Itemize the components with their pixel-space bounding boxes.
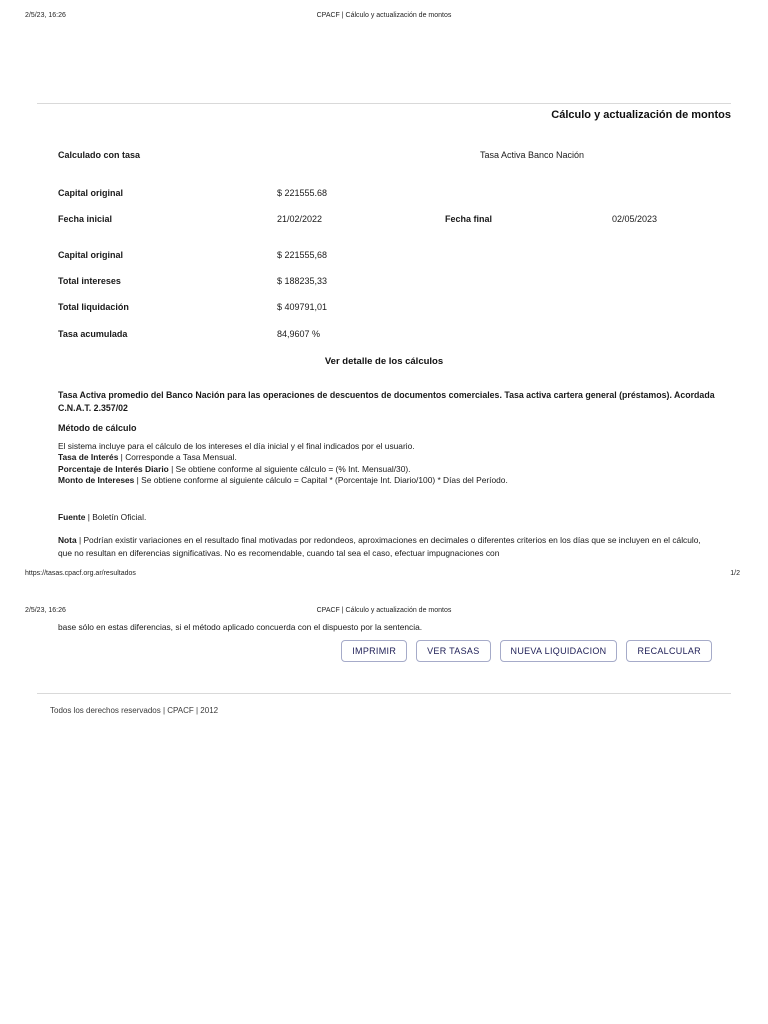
fecha-final-label: Fecha final xyxy=(445,214,493,224)
print-header-doc-title: CPACF | Cálculo y actualización de montos xyxy=(316,12,452,19)
metodo-term: Monto de Intereses xyxy=(58,475,135,486)
metodo-line xyxy=(58,475,508,486)
result-total-liquidacion-label: Total liquidación xyxy=(58,302,129,312)
result-capital-original-value: $ 221555,68 xyxy=(277,250,328,260)
capital-original-value: $ 221555.68 xyxy=(277,188,328,198)
nueva-liquidacion-button[interactable]: NUEVA LIQUIDACION xyxy=(500,640,618,662)
page-title: Cálculo y actualización de montos xyxy=(551,109,731,121)
metodo-de-calculo-heading: Método de cálculo xyxy=(58,423,137,433)
result-capital-original-label: Capital original xyxy=(58,250,124,260)
result-total-intereses-value: $ 188235,33 xyxy=(277,276,328,286)
metodo-term: Porcentaje de Interés Diario xyxy=(58,463,169,474)
action-buttons xyxy=(341,640,712,662)
fuente-rest: | Boletín Oficial. xyxy=(85,512,147,522)
fuente-term: Fuente xyxy=(58,512,86,522)
fecha-inicial-value: 21/02/2022 xyxy=(277,214,323,224)
nota-continuation-text: base sólo en estas diferencias, si el método aplicado concuerda con el dispuesto por la sentencia. xyxy=(58,622,423,632)
fecha-inicial-label: Fecha inicial xyxy=(58,214,113,224)
metodo-line xyxy=(58,452,508,463)
horizontal-rule-footer xyxy=(37,693,731,694)
result-total-liquidacion-value: $ 409791,01 xyxy=(277,302,328,312)
metodo-rest: | Se obtiene conforme al siguiente cálculo = (% Int. Mensual/30). xyxy=(168,463,411,474)
print-header-datetime: 2/5/23, 16:26 xyxy=(25,12,66,19)
nota-rest: | Podrían existir variaciones en el resultado final motivadas por redondeos, aproximaciones en decimales o diferentes criterios en los días que se incluyen en el cálculo, que no resultan en diferencias significativas. No es recomendable, cuando tal sea el caso, efectuar impugnaciones con xyxy=(58,535,701,558)
ver-detalle-link[interactable]: Ver detalle de los cálculos xyxy=(324,356,444,367)
metodo-line xyxy=(58,464,508,475)
print-footer-url: https://tasas.cpacf.org.ar/resultados xyxy=(25,570,136,577)
nota-paragraph xyxy=(58,534,714,559)
imprimir-button[interactable]: IMPRIMIR xyxy=(341,640,407,662)
result-total-intereses-label: Total intereses xyxy=(58,276,121,286)
fecha-final-value: 02/05/2023 xyxy=(612,214,658,224)
horizontal-rule xyxy=(37,103,731,104)
metodo-line xyxy=(58,441,508,452)
metodo-lines xyxy=(58,441,508,487)
metodo-rest: | Corresponde a Tasa Mensual. xyxy=(118,452,237,463)
metodo-term: Tasa de Interés xyxy=(58,452,119,463)
calculado-con-tasa-label: Calculado con tasa xyxy=(58,150,141,160)
print-footer-page-number: 1/2 xyxy=(730,570,740,577)
result-tasa-acumulada-value: 84,9607 % xyxy=(277,329,321,339)
result-tasa-acumulada-label: Tasa acumulada xyxy=(58,329,128,339)
ver-tasas-button[interactable]: VER TASAS xyxy=(416,640,490,662)
print-header-doc-title-page2: CPACF | Cálculo y actualización de montos xyxy=(316,607,452,614)
print-header-datetime-page2: 2/5/23, 16:26 xyxy=(25,607,66,614)
capital-original-label: Capital original xyxy=(58,188,124,198)
nota-term: Nota xyxy=(58,535,77,545)
recalcular-button[interactable]: RECALCULAR xyxy=(626,640,712,662)
calculado-con-tasa-value: Tasa Activa Banco Nación xyxy=(480,150,585,160)
tasa-description: Tasa Activa promedio del Banco Nación para las operaciones de descuentos de documentos comerciales. Tasa activa cartera general (préstamos). Acordada C.N.A.T. 2.357/02 xyxy=(58,390,715,413)
fuente-line xyxy=(58,512,146,522)
copyright-footer: Todos los derechos reservados | CPACF | 2012 xyxy=(50,706,219,715)
metodo-rest: | Se obtiene conforme al siguiente cálculo = Capital * (Porcentaje Int. Diario/100) * Días del Período. xyxy=(134,475,508,486)
metodo-rest: El sistema incluye para el cálculo de los intereses el día inicial y el final indicados por el usuario. xyxy=(58,441,415,451)
